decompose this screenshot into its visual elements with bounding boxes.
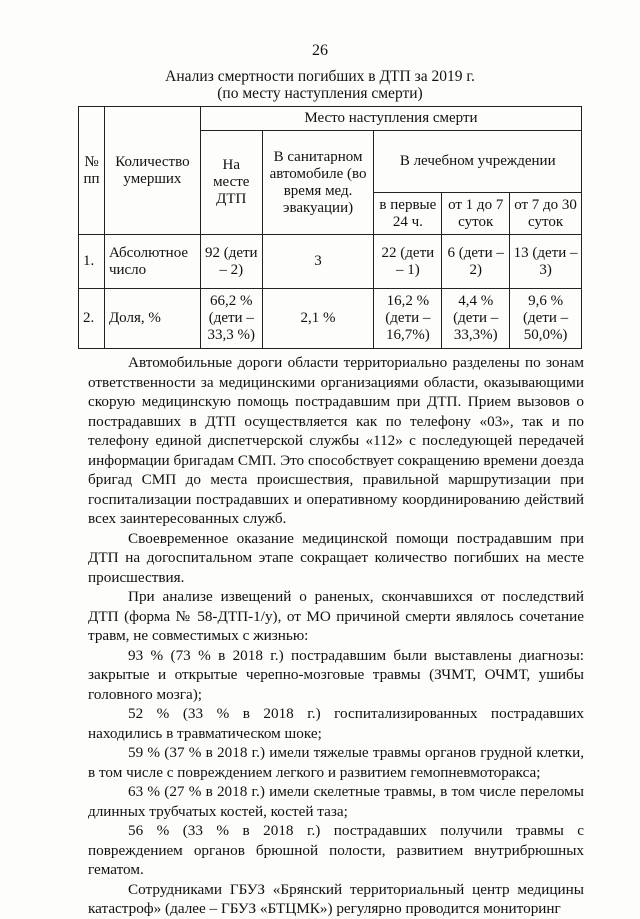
- header-place-group: Место наступления смерти: [200, 107, 581, 131]
- header-days-7-30: от 7 до 30 суток: [510, 193, 582, 235]
- row-label: Абсолютное число: [104, 235, 200, 289]
- header-hospital-group: В лечебном учреждении: [374, 131, 582, 193]
- paragraph: Своевременное оказание медицинской помощи пострадавшим при ДТП на догоспитальном этапе сокращает количество погибших на месте происшествия.: [88, 529, 584, 586]
- cell-days-7-30: 9,6 % (дети – 50,0%): [510, 289, 582, 349]
- paragraph: 63 % (27 % в 2018 г.) имели скелетные травмы, в том числе переломы длинных трубчатых костей, костей таза;: [88, 783, 584, 820]
- header-ambulance: В санитарном автомобиле (во время мед. эвакуации): [262, 131, 374, 235]
- cell-at-scene: 92 (дети – 2): [200, 235, 262, 289]
- table-caption: [0, 68, 640, 102]
- row-num: 1.: [79, 235, 105, 289]
- header-first-24h: в первые 24 ч.: [374, 193, 442, 235]
- table-row: [79, 235, 582, 289]
- cell-ambulance: 3: [262, 235, 374, 289]
- paragraph: 56 % (33 % в 2018 г.) пострадавших получили травмы с повреждением органов брюшной полости, развитием внутрибрюшных гематом.: [88, 822, 584, 878]
- header-at-scene: На месте ДТП: [200, 131, 262, 235]
- paragraph: 93 % (73 % в 2018 г.) пострадавшим были выставлены диагнозы: закрытые и открытые черепно-мозговые травмы (ЗЧМТ, ОЧМТ, ушибы головного мозга);: [88, 646, 584, 703]
- row-num: 2.: [79, 289, 105, 349]
- paragraph: 59 % (37 % в 2018 г.) имели тяжелые травмы органов грудной клетки, в том числе с повреждением легкого и развитием гемопневмоторакса;: [88, 744, 584, 781]
- header-num: № пп: [79, 107, 105, 235]
- cell-days-7-30: 13 (дети – 3): [510, 235, 582, 289]
- header-days-1-7: от 1 до 7 суток: [442, 193, 510, 235]
- cell-at-scene: 66,2 % (дети – 33,3 %): [200, 289, 262, 349]
- cell-days-1-7: 6 (дети – 2): [442, 235, 510, 289]
- cell-ambulance: 2,1 %: [262, 289, 374, 349]
- cell-first-24h: 16,2 % (дети – 16,7%): [374, 289, 442, 349]
- paragraph: Сотрудниками ГБУЗ «Брянский территориальный центр медицины катастроф» (далее – ГБУЗ «БТЦМК») регулярно проводится мониторинг: [88, 880, 584, 917]
- paragraph: При анализе извещений о раненых, скончавшихся от последствий ДТП (форма № 58-ДТП-1/у), от МО причиной смерти являлось сочетание травм, не совместимых с жизнью:: [88, 588, 584, 644]
- cell-first-24h: 22 (дети – 1): [374, 235, 442, 289]
- paragraph: Автомобильные дороги области территориально разделены по зонам ответственности за медицинскими организациями области, оказывающими скорую медицинскую помощь пострадавшим при ДТП. Прием вызовов о пострадавших в ДТП осуществляется как по телефону «03», так и по телефону единой диспетчерской службы «112» с последующей передачей информации бригадам СМП. Это способствует сокращению времени доезда бригад СМП до места происшествия, правильной маршрутизации при госпитализации пострадавших и оперативному координированию действий всех заинтересованных служб.: [88, 354, 584, 527]
- cell-days-1-7: 4,4 % (дети – 33,3%): [442, 289, 510, 349]
- table-row: [79, 289, 582, 349]
- paragraph: 52 % (33 % в 2018 г.) госпитализированных пострадавших находились в травматическом шоке;: [88, 705, 584, 742]
- body-text: [88, 353, 584, 919]
- page-number: 26: [312, 42, 328, 59]
- caption-subtitle: (по месту наступления смерти): [217, 85, 423, 102]
- mortality-table: [78, 106, 582, 349]
- header-count: Количество умерших: [104, 107, 200, 235]
- row-label: Доля, %: [104, 289, 200, 349]
- caption-title: Анализ смертности погибших в ДТП за 2019 г.: [165, 68, 475, 85]
- table-header-row: [79, 107, 582, 131]
